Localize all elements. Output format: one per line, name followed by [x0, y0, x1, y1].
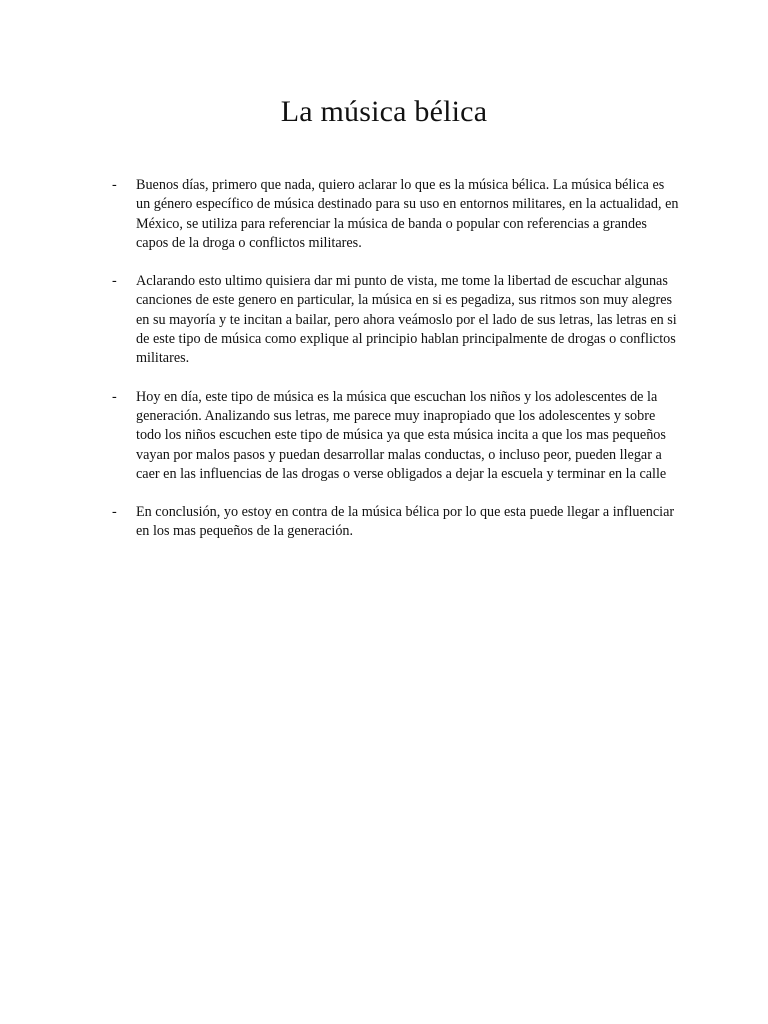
list-item: [112, 503, 680, 542]
paragraph-text: Hoy en día, este tipo de música es la música que escuchan los niños y los adolescentes de la generación. Analizando sus letras, me parece muy inapropiado que los adolescentes y sobre todo los niños escuchen este tipo de música ya que esta música incita a que los mas pequeños vayan por malos pasos y puedan desarrollar malas conductas, o incluso peor, pueden llegar a caer en las influencias de las drogas o verse obligados a dejar la escuela y terminar en la calle: [136, 388, 667, 482]
list-item: [112, 272, 680, 368]
bullet-list: [112, 176, 680, 561]
bullet-marker: -: [112, 177, 117, 193]
paragraph-text: En conclusión, yo estoy en contra de la música bélica por lo que esta puede llegar a influenciar en los mas pequeños de la generación.: [136, 504, 675, 540]
list-item: [112, 388, 680, 484]
list-item: [112, 176, 680, 253]
bullet-marker: -: [112, 388, 117, 405]
bullet-marker: -: [112, 504, 117, 521]
bullet-marker: -: [112, 273, 117, 290]
document-title: La música bélica: [280, 95, 488, 128]
paragraph-text: Aclarando esto ultimo quisiera dar mi punto de vista, me tome la libertad de escuchar algunas canciones de este genero en particular, la música en si es pegadiza, sus ritmos son muy alegres en su mayoría y te incitan a bailar, pero ahora veámoslo por el lado de sus letras, las letras en si de este tipo de música como explique al principio hablan principalmente de drogas o conflictos militares.: [136, 273, 677, 367]
paragraph-text: Buenos días, primero que nada, quiero aclarar lo que es la música bélica. La música bélica es un género específico de música destinado para su uso en entornos militares, en la actualidad, en México, se utiliza para referenciar la música de banda o popular con referencias a grandes capos de la droga o conflictos militares.: [136, 177, 679, 251]
